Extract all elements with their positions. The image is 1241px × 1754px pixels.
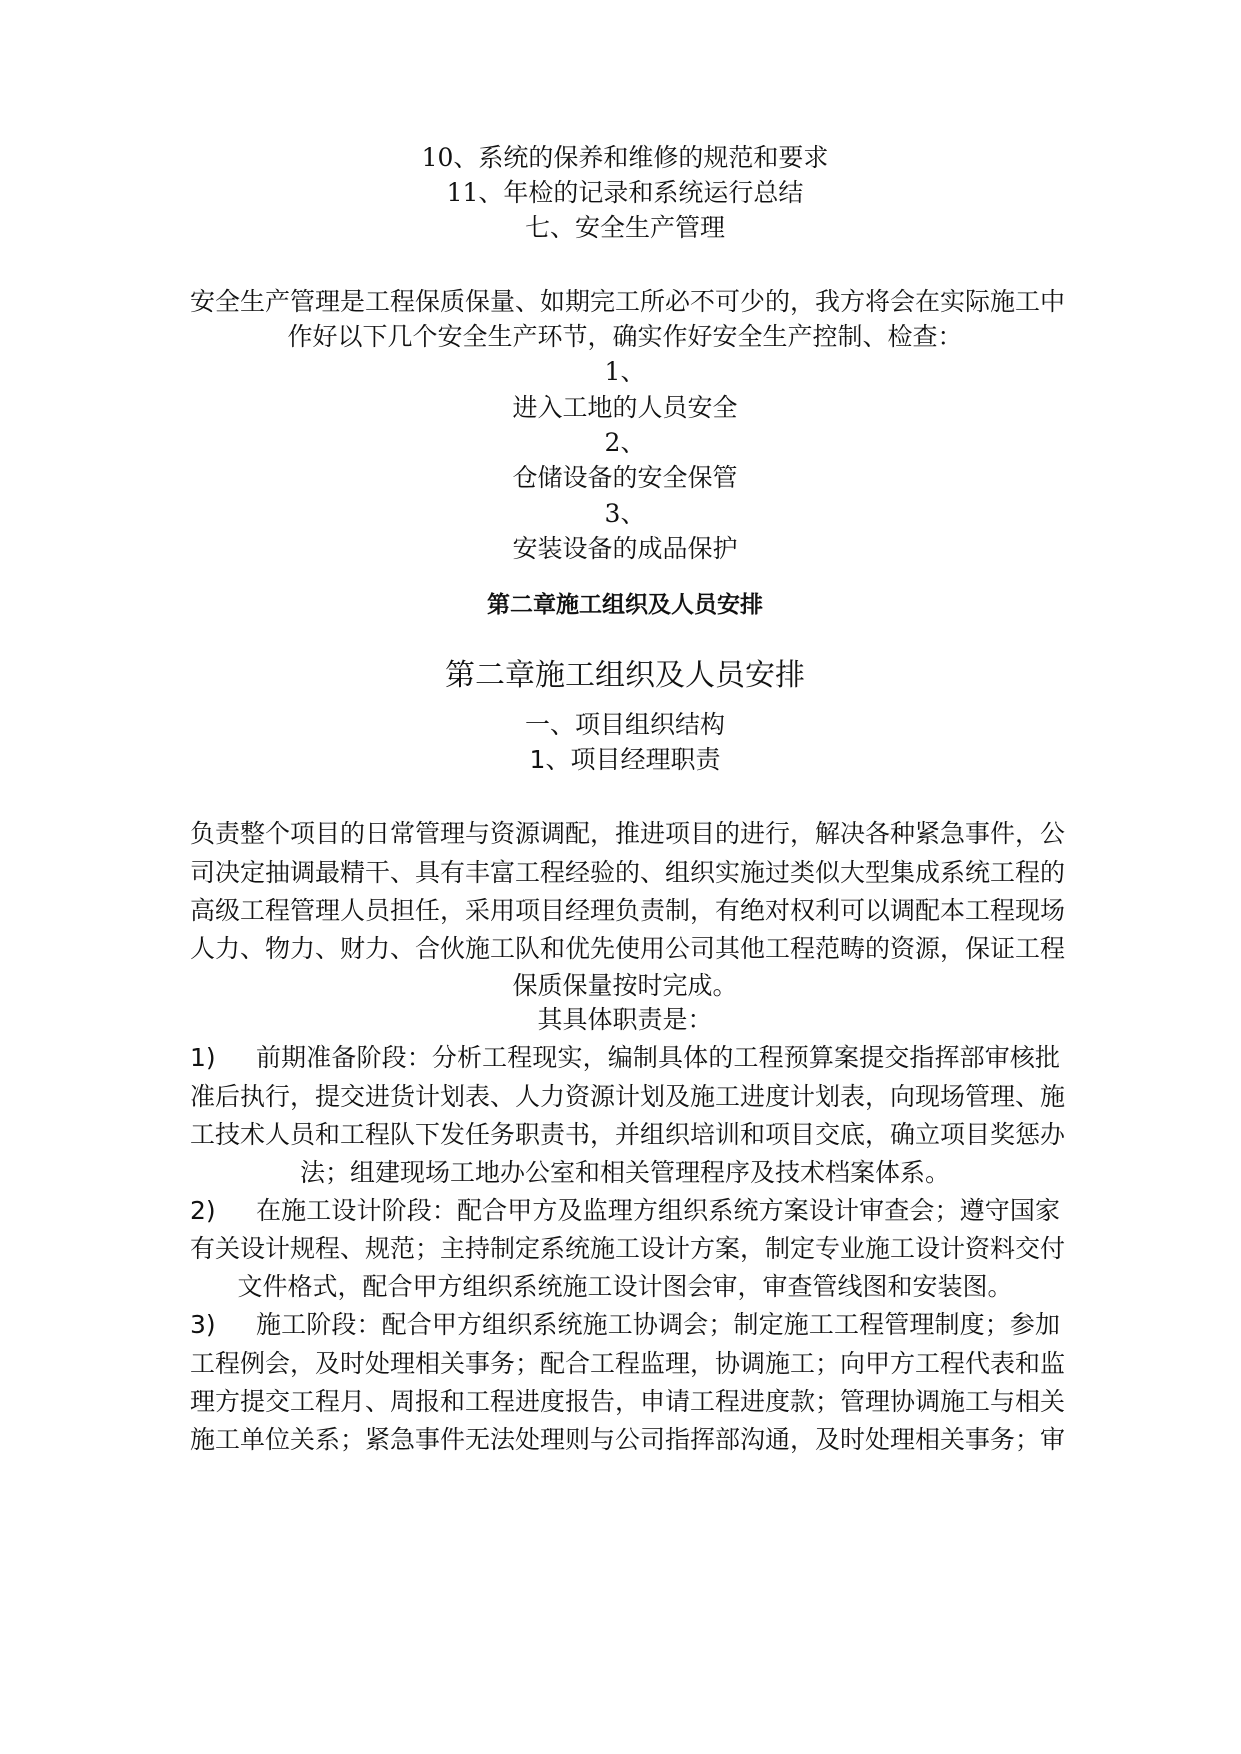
subsection-number: 1 (529, 745, 546, 774)
list-item: 仓储设备的安全保管 (512, 463, 738, 492)
section-heading: 一、项目组织结构 (524, 710, 725, 739)
chapter-heading: 第二章施工组织及人员安排 (445, 658, 805, 693)
duty-number: 3) (190, 1310, 216, 1339)
duty-item (190, 1038, 1060, 1078)
list-item: 进入工地的人员安全 (512, 393, 738, 422)
duty-text: 施工阶段：配合甲方组织系统施工协调会；制定施工工程管理制度；参加 (256, 1310, 1060, 1339)
paragraph-line: 保质保量按时完成。 (512, 971, 738, 1000)
paragraph-line: 工技术人员和工程队下发任务职责书，并组织培训和项目交底，确立项目奖惩办 (190, 1120, 1066, 1149)
duties-label: 其具体职责是： (537, 1005, 713, 1034)
subsection-title: 、项目经理职责 (545, 745, 721, 774)
paragraph-line: 理方提交工程月、周报和工程进度报告，申请工程进度款；管理协调施工与相关 (190, 1387, 1066, 1416)
list-item: 11、年检的记录和系统运行总结 (446, 178, 804, 207)
paragraph-line: 高级工程管理人员担任，采用项目经理负责制，有绝对权利可以调配本工程现场 (190, 896, 1066, 925)
list-number: 1、 (604, 357, 646, 386)
list-number: 3、 (604, 499, 646, 528)
paragraph-line: 文件格式，配合甲方组织系统施工设计图会审，审查管线图和安装图。 (237, 1272, 1013, 1301)
duty-number: 2) (190, 1196, 216, 1225)
paragraph-line: 负责整个项目的日常管理与资源调配，推进项目的进行，解决各种紧急事件，公 (190, 819, 1066, 848)
paragraph-line: 工程例会，及时处理相关事务；配合工程监理，协调施工；向甲方工程代表和监 (190, 1349, 1066, 1378)
subsection-heading (190, 740, 1060, 780)
duty-item (190, 1305, 1060, 1345)
paragraph-line: 法；组建现场工地办公室和相关管理程序及技术档案体系。 (299, 1158, 950, 1187)
paragraph-line: 准后执行，提交进货计划表、人力资源计划及施工进度计划表，向现场管理、施 (190, 1082, 1066, 1111)
duty-item (190, 1191, 1060, 1231)
paragraph-line: 施工单位关系；紧急事件无法处理则与公司指挥部沟通，及时处理相关事务；审 (190, 1425, 1066, 1454)
section-heading: 七、安全生产管理 (524, 213, 725, 242)
chapter-heading-bold: 第二章施工组织及人员安排 (487, 592, 763, 618)
list-item: 10、系统的保养和维修的规范和要求 (421, 143, 829, 172)
paragraph-line: 作好以下几个安全生产环节，确实作好安全生产控制、检查： (287, 322, 963, 351)
list-number: 2、 (604, 428, 646, 457)
duty-number: 1) (190, 1043, 216, 1072)
paragraph-line: 有关设计规程、规范；主持制定系统施工设计方案，制定专业施工设计资料交付 (190, 1234, 1066, 1263)
list-item: 安装设备的成品保护 (512, 534, 738, 563)
paragraph-line: 安全生产管理是工程保质保量、如期完工所必不可少的，我方将会在实际施工中 (190, 287, 1066, 316)
duty-text: 前期准备阶段：分析工程现实，编制具体的工程预算案提交指挥部审核批 (256, 1043, 1060, 1072)
duty-text: 在施工设计阶段：配合甲方及监理方组织系统方案设计审查会；遵守国家 (256, 1196, 1060, 1225)
paragraph-line: 人力、物力、财力、合伙施工队和优先使用公司其他工程范畴的资源，保证工程 (190, 934, 1066, 963)
paragraph-line: 司决定抽调最精干、具有丰富工程经验的、组织实施过类似大型集成系统工程的 (190, 858, 1066, 887)
